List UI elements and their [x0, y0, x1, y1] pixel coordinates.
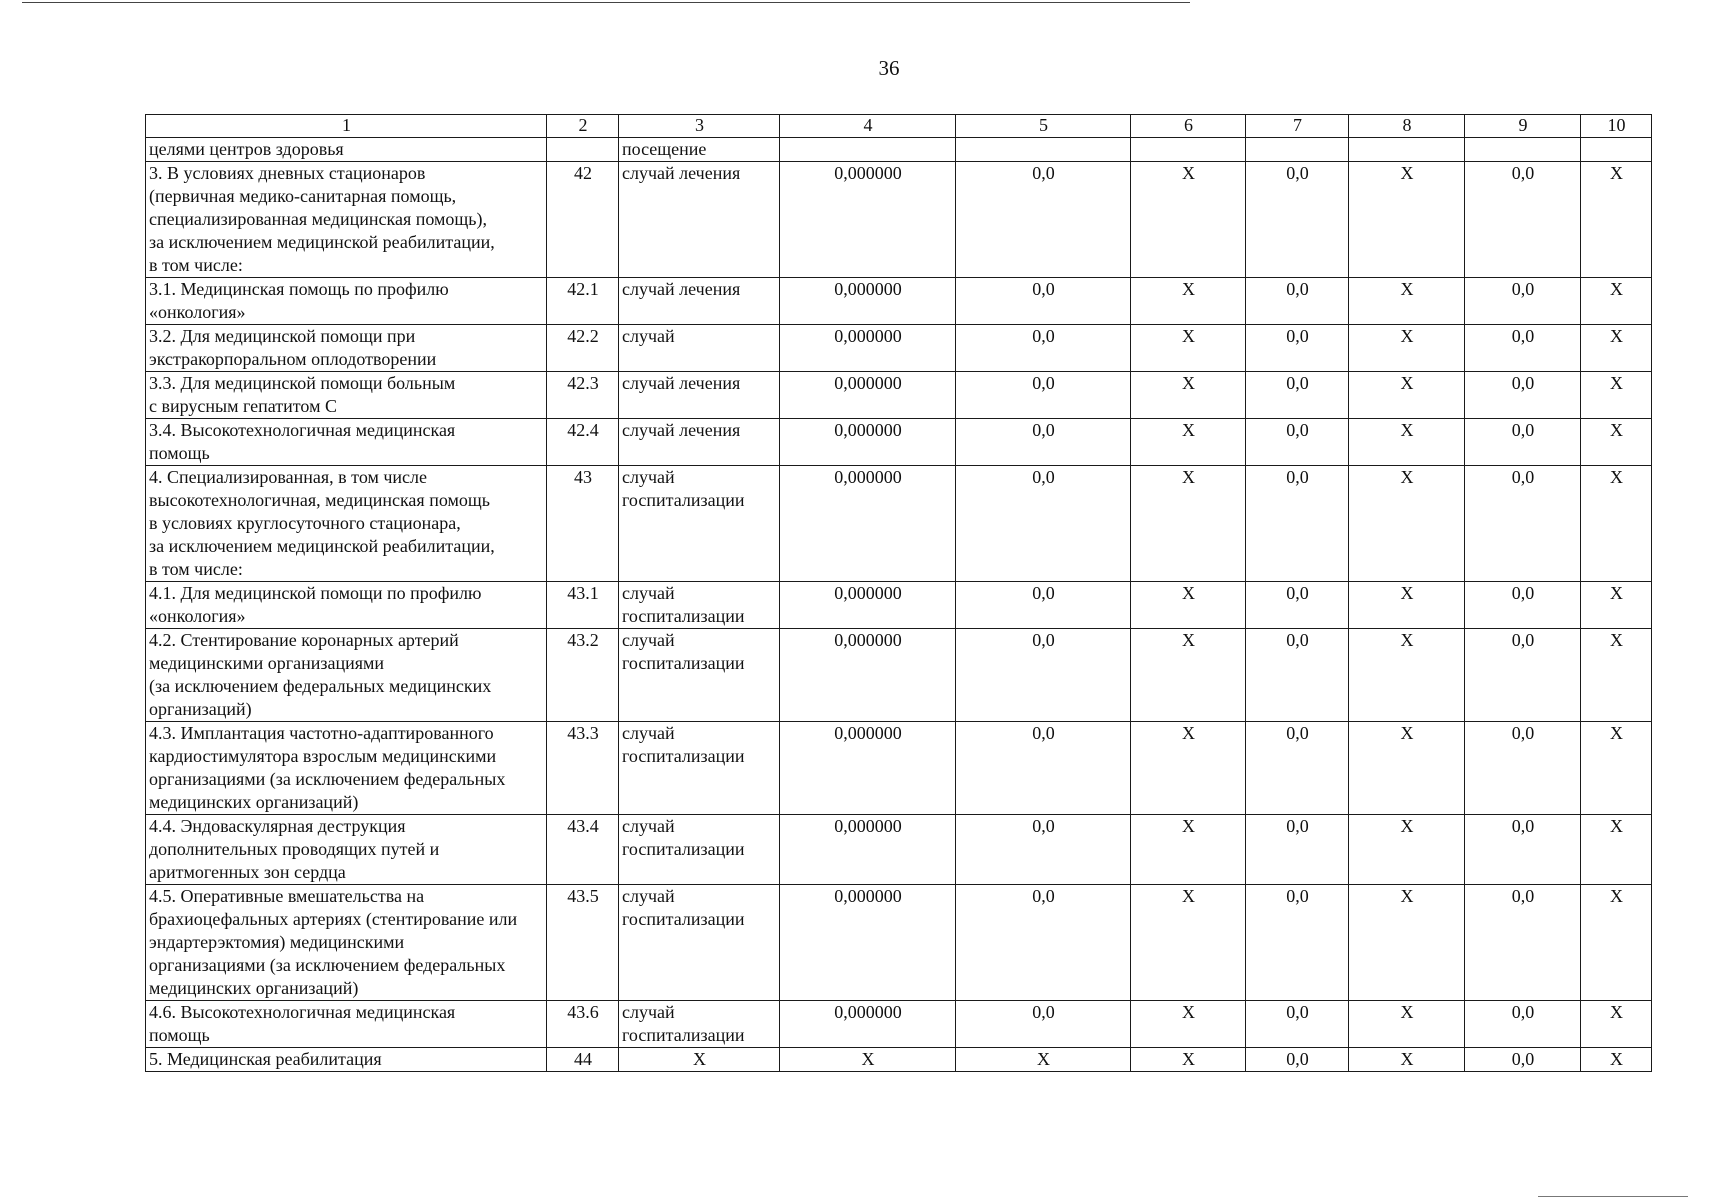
value-cell-col5: 0,0: [956, 372, 1131, 419]
value-cell-col8: [1349, 138, 1465, 162]
row-title-line: эндартерэктомия) медицинскими: [149, 932, 405, 952]
header-cell: 10: [1581, 115, 1652, 138]
value-cell-col9: 0,0: [1465, 419, 1581, 466]
unit-cell: [619, 278, 780, 325]
table-row: [146, 372, 1652, 419]
unit-line: посещение: [622, 139, 707, 159]
table-row: [146, 722, 1652, 815]
value-cell-col7: 0,0: [1246, 629, 1349, 722]
value-cell-col4: 0,000000: [780, 278, 956, 325]
value-cell-col6: X: [1131, 162, 1246, 278]
value-cell-col9: 0,0: [1465, 582, 1581, 629]
unit-line: случай лечения: [622, 420, 741, 440]
value-cell-col9: 0,0: [1465, 1048, 1581, 1072]
value-cell-col5: X: [956, 1048, 1131, 1072]
value-cell-col7: 0,0: [1246, 466, 1349, 582]
unit-line: случай лечения: [622, 163, 741, 183]
row-title-line: 3. В условиях дневных стационаров: [149, 163, 426, 183]
unit-cell: [619, 629, 780, 722]
value-cell-col4: 0,000000: [780, 325, 956, 372]
table-row: [146, 162, 1652, 278]
header-cell: 2: [547, 115, 619, 138]
unit-line: госпитализации: [622, 909, 745, 929]
unit-line: случай лечения: [622, 373, 741, 393]
value-cell-col5: 0,0: [956, 278, 1131, 325]
value-cell-col6: X: [1131, 372, 1246, 419]
value-cell-col9: 0,0: [1465, 1001, 1581, 1048]
table-row: [146, 1001, 1652, 1048]
value-cell-col7: 0,0: [1246, 278, 1349, 325]
row-title-line: медицинских организаций): [149, 792, 359, 812]
row-title-line: 4.2. Стентирование коронарных артерий: [149, 630, 459, 650]
unit-line: госпитализации: [622, 746, 745, 766]
row-title-line: 3.1. Медицинская помощь по профилю: [149, 279, 449, 299]
page-number: 36: [878, 56, 900, 80]
row-title-line: брахиоцефальных артериях (стентирование или: [149, 909, 518, 929]
value-cell-col4: 0,000000: [780, 419, 956, 466]
row-title-cell: [146, 325, 547, 372]
row-title-cell: [146, 1001, 547, 1048]
row-title-line: высокотехнологичная, медицинская помощь: [149, 490, 490, 510]
value-cell-col7: 0,0: [1246, 1048, 1349, 1072]
value-cell-col4: 0,000000: [780, 722, 956, 815]
row-title-line: помощь: [149, 443, 210, 463]
row-title-line: за исключением медицинской реабилитации,: [149, 536, 495, 556]
table-row: [146, 466, 1652, 582]
unit-cell: [619, 1048, 780, 1072]
value-cell-col5: 0,0: [956, 466, 1131, 582]
value-cell-col9: [1465, 138, 1581, 162]
value-cell-col10: X: [1581, 325, 1652, 372]
value-cell-col5: 0,0: [956, 419, 1131, 466]
value-cell-col7: 0,0: [1246, 372, 1349, 419]
row-number-cell: 43.4: [547, 815, 619, 885]
value-cell-col4: 0,000000: [780, 372, 956, 419]
row-title-line: целями центров здоровья: [149, 139, 344, 159]
table-row: [146, 885, 1652, 1001]
value-cell-col7: 0,0: [1246, 325, 1349, 372]
value-cell-col8: X: [1349, 419, 1465, 466]
value-cell-col6: X: [1131, 1048, 1246, 1072]
value-cell-col5: 0,0: [956, 722, 1131, 815]
row-title-line: дополнительных проводящих путей и: [149, 839, 440, 859]
value-cell-col10: X: [1581, 278, 1652, 325]
row-number-cell: 44: [547, 1048, 619, 1072]
value-cell-col4: 0,000000: [780, 1001, 956, 1048]
row-title-line: помощь: [149, 1025, 210, 1045]
header-cell: 9: [1465, 115, 1581, 138]
row-title-line: медицинских организаций): [149, 978, 359, 998]
row-number-cell: 43: [547, 466, 619, 582]
unit-cell: [619, 162, 780, 278]
value-cell-col8: X: [1349, 466, 1465, 582]
header-cell: 7: [1246, 115, 1349, 138]
value-cell-col9: 0,0: [1465, 466, 1581, 582]
value-cell-col9: 0,0: [1465, 162, 1581, 278]
row-number-cell: 43.1: [547, 582, 619, 629]
row-title-line: организаций): [149, 699, 252, 719]
value-cell-col4: [780, 138, 956, 162]
value-cell-col8: X: [1349, 325, 1465, 372]
unit-line: случай: [622, 1002, 675, 1022]
value-cell-col5: [956, 138, 1131, 162]
value-cell-col10: X: [1581, 162, 1652, 278]
value-cell-col10: X: [1581, 1048, 1652, 1072]
table-row: [146, 582, 1652, 629]
row-number-cell: 42.3: [547, 372, 619, 419]
value-cell-col6: X: [1131, 629, 1246, 722]
row-title-line: 4.1. Для медицинской помощи по профилю: [149, 583, 482, 603]
table-row: [146, 1048, 1652, 1072]
header-cell: 1: [146, 115, 547, 138]
unit-cell: [619, 138, 780, 162]
unit-line: X: [693, 1049, 706, 1069]
table-row: [146, 325, 1652, 372]
header-cell: 6: [1131, 115, 1246, 138]
value-cell-col10: X: [1581, 722, 1652, 815]
value-cell-col8: X: [1349, 722, 1465, 815]
value-cell-col8: X: [1349, 372, 1465, 419]
row-title-line: (за исключением федеральных медицинских: [149, 676, 492, 696]
value-cell-col8: X: [1349, 885, 1465, 1001]
unit-line: случай: [622, 816, 675, 836]
row-title-line: «онкология»: [149, 606, 246, 626]
value-cell-col7: 0,0: [1246, 722, 1349, 815]
data-table: [145, 114, 1652, 1072]
row-title-line: аритмогенных зон сердца: [149, 862, 346, 882]
unit-cell: [619, 419, 780, 466]
row-title-cell: [146, 722, 547, 815]
unit-line: случай: [622, 723, 675, 743]
header-row: [146, 115, 1652, 138]
value-cell-col5: 0,0: [956, 885, 1131, 1001]
unit-line: госпитализации: [622, 839, 745, 859]
unit-line: случай: [622, 886, 675, 906]
row-title-line: организациями (за исключением федеральных: [149, 769, 506, 789]
value-cell-col6: X: [1131, 815, 1246, 885]
row-title-cell: [146, 372, 547, 419]
header-cell: 4: [780, 115, 956, 138]
value-cell-col10: X: [1581, 1001, 1652, 1048]
value-cell-col6: X: [1131, 1001, 1246, 1048]
value-cell-col10: X: [1581, 815, 1652, 885]
value-cell-col6: X: [1131, 885, 1246, 1001]
row-title-cell: [146, 419, 547, 466]
row-title-cell: [146, 278, 547, 325]
row-title-line: 3.4. Высокотехнологичная медицинская: [149, 420, 456, 440]
unit-line: госпитализации: [622, 606, 745, 626]
row-title-line: за исключением медицинской реабилитации,: [149, 232, 495, 252]
value-cell-col4: 0,000000: [780, 582, 956, 629]
row-title-line: 4.4. Эндоваскулярная деструкция: [149, 816, 406, 836]
unit-cell: [619, 325, 780, 372]
row-number-cell: 43.3: [547, 722, 619, 815]
value-cell-col9: 0,0: [1465, 325, 1581, 372]
value-cell-col10: X: [1581, 419, 1652, 466]
row-title-line: в том числе:: [149, 255, 243, 275]
row-title-line: кардиостимулятора взрослым медицинскими: [149, 746, 497, 766]
scan-edge-bottom: [1538, 1196, 1688, 1197]
value-cell-col5: 0,0: [956, 629, 1131, 722]
row-title-cell: [146, 138, 547, 162]
row-title-line: организациями (за исключением федеральных: [149, 955, 506, 975]
value-cell-col7: 0,0: [1246, 419, 1349, 466]
value-cell-col4: 0,000000: [780, 629, 956, 722]
value-cell-col6: X: [1131, 419, 1246, 466]
unit-cell: [619, 722, 780, 815]
unit-cell: [619, 582, 780, 629]
value-cell-col7: 0,0: [1246, 1001, 1349, 1048]
unit-cell: [619, 815, 780, 885]
row-title-line: в том числе:: [149, 559, 243, 579]
row-title-line: 4.3. Имплантация частотно-адаптированного: [149, 723, 494, 743]
value-cell-col10: [1581, 138, 1652, 162]
value-cell-col4: 0,000000: [780, 466, 956, 582]
value-cell-col8: X: [1349, 582, 1465, 629]
row-title-cell: [146, 466, 547, 582]
unit-line: случай: [622, 630, 675, 650]
row-title-line: в условиях круглосуточного стационара,: [149, 513, 461, 533]
row-title-line: экстракорпоральном оплодотворении: [149, 349, 437, 369]
value-cell-col10: X: [1581, 466, 1652, 582]
table-row: [146, 629, 1652, 722]
row-title-line: медицинскими организациями: [149, 653, 385, 673]
table-row: [146, 419, 1652, 466]
value-cell-col8: X: [1349, 1001, 1465, 1048]
row-title-line: 4.5. Оперативные вмешательства на: [149, 886, 425, 906]
value-cell-col5: 0,0: [956, 162, 1131, 278]
value-cell-col6: X: [1131, 722, 1246, 815]
unit-cell: [619, 1001, 780, 1048]
value-cell-col6: X: [1131, 278, 1246, 325]
value-cell-col9: 0,0: [1465, 885, 1581, 1001]
unit-cell: [619, 372, 780, 419]
row-title-line: специализированная медицинская помощь),: [149, 209, 487, 229]
value-cell-col10: X: [1581, 582, 1652, 629]
row-title-cell: [146, 815, 547, 885]
unit-line: случай: [622, 326, 675, 346]
value-cell-col6: X: [1131, 325, 1246, 372]
value-cell-col9: 0,0: [1465, 372, 1581, 419]
value-cell-col7: 0,0: [1246, 815, 1349, 885]
row-title-line: с вирусным гепатитом С: [149, 396, 337, 416]
value-cell-col4: 0,000000: [780, 162, 956, 278]
unit-line: случай лечения: [622, 279, 741, 299]
table-row: [146, 815, 1652, 885]
value-cell-col7: 0,0: [1246, 582, 1349, 629]
row-title-line: 3.3. Для медицинской помощи больным: [149, 373, 456, 393]
value-cell-col5: 0,0: [956, 325, 1131, 372]
row-title-line: 4. Специализированная, в том числе: [149, 467, 428, 487]
value-cell-col7: 0,0: [1246, 885, 1349, 1001]
value-cell-col6: X: [1131, 466, 1246, 582]
value-cell-col6: [1131, 138, 1246, 162]
value-cell-col7: 0,0: [1246, 162, 1349, 278]
row-number-cell: [547, 138, 619, 162]
row-number-cell: 42.1: [547, 278, 619, 325]
value-cell-col8: X: [1349, 629, 1465, 722]
value-cell-col8: X: [1349, 815, 1465, 885]
unit-line: госпитализации: [622, 1025, 745, 1045]
row-title-line: 5. Медицинская реабилитация: [149, 1049, 382, 1069]
value-cell-col6: X: [1131, 582, 1246, 629]
row-number-cell: 42: [547, 162, 619, 278]
row-number-cell: 43.5: [547, 885, 619, 1001]
row-title-cell: [146, 629, 547, 722]
value-cell-col5: 0,0: [956, 815, 1131, 885]
scan-edge-top: [22, 2, 1190, 3]
table-row: [146, 278, 1652, 325]
row-title-cell: [146, 885, 547, 1001]
row-number-cell: 42.2: [547, 325, 619, 372]
header-cell: 8: [1349, 115, 1465, 138]
value-cell-col10: X: [1581, 885, 1652, 1001]
value-cell-col7: [1246, 138, 1349, 162]
value-cell-col4: 0,000000: [780, 815, 956, 885]
unit-cell: [619, 466, 780, 582]
value-cell-col9: 0,0: [1465, 815, 1581, 885]
row-title-line: «онкология»: [149, 302, 246, 322]
value-cell-col8: X: [1349, 1048, 1465, 1072]
value-cell-col4: 0,000000: [780, 885, 956, 1001]
header-cell: 3: [619, 115, 780, 138]
row-number-cell: 42.4: [547, 419, 619, 466]
unit-line: случай: [622, 467, 675, 487]
table-row: [146, 138, 1652, 162]
value-cell-col9: 0,0: [1465, 278, 1581, 325]
unit-line: госпитализации: [622, 653, 745, 673]
row-number-cell: 43.2: [547, 629, 619, 722]
value-cell-col8: X: [1349, 278, 1465, 325]
value-cell-col5: 0,0: [956, 1001, 1131, 1048]
value-cell-col4: X: [780, 1048, 956, 1072]
row-title-line: 4.6. Высокотехнологичная медицинская: [149, 1002, 456, 1022]
row-title-cell: [146, 162, 547, 278]
row-number-cell: 43.6: [547, 1001, 619, 1048]
row-title-cell: [146, 582, 547, 629]
row-title-cell: [146, 1048, 547, 1072]
unit-line: госпитализации: [622, 490, 745, 510]
value-cell-col10: X: [1581, 629, 1652, 722]
value-cell-col10: X: [1581, 372, 1652, 419]
unit-line: случай: [622, 583, 675, 603]
value-cell-col5: 0,0: [956, 582, 1131, 629]
row-title-line: 3.2. Для медицинской помощи при: [149, 326, 416, 346]
value-cell-col9: 0,0: [1465, 722, 1581, 815]
value-cell-col9: 0,0: [1465, 629, 1581, 722]
value-cell-col8: X: [1349, 162, 1465, 278]
unit-cell: [619, 885, 780, 1001]
header-cell: 5: [956, 115, 1131, 138]
row-title-line: (первичная медико-санитарная помощь,: [149, 186, 457, 206]
